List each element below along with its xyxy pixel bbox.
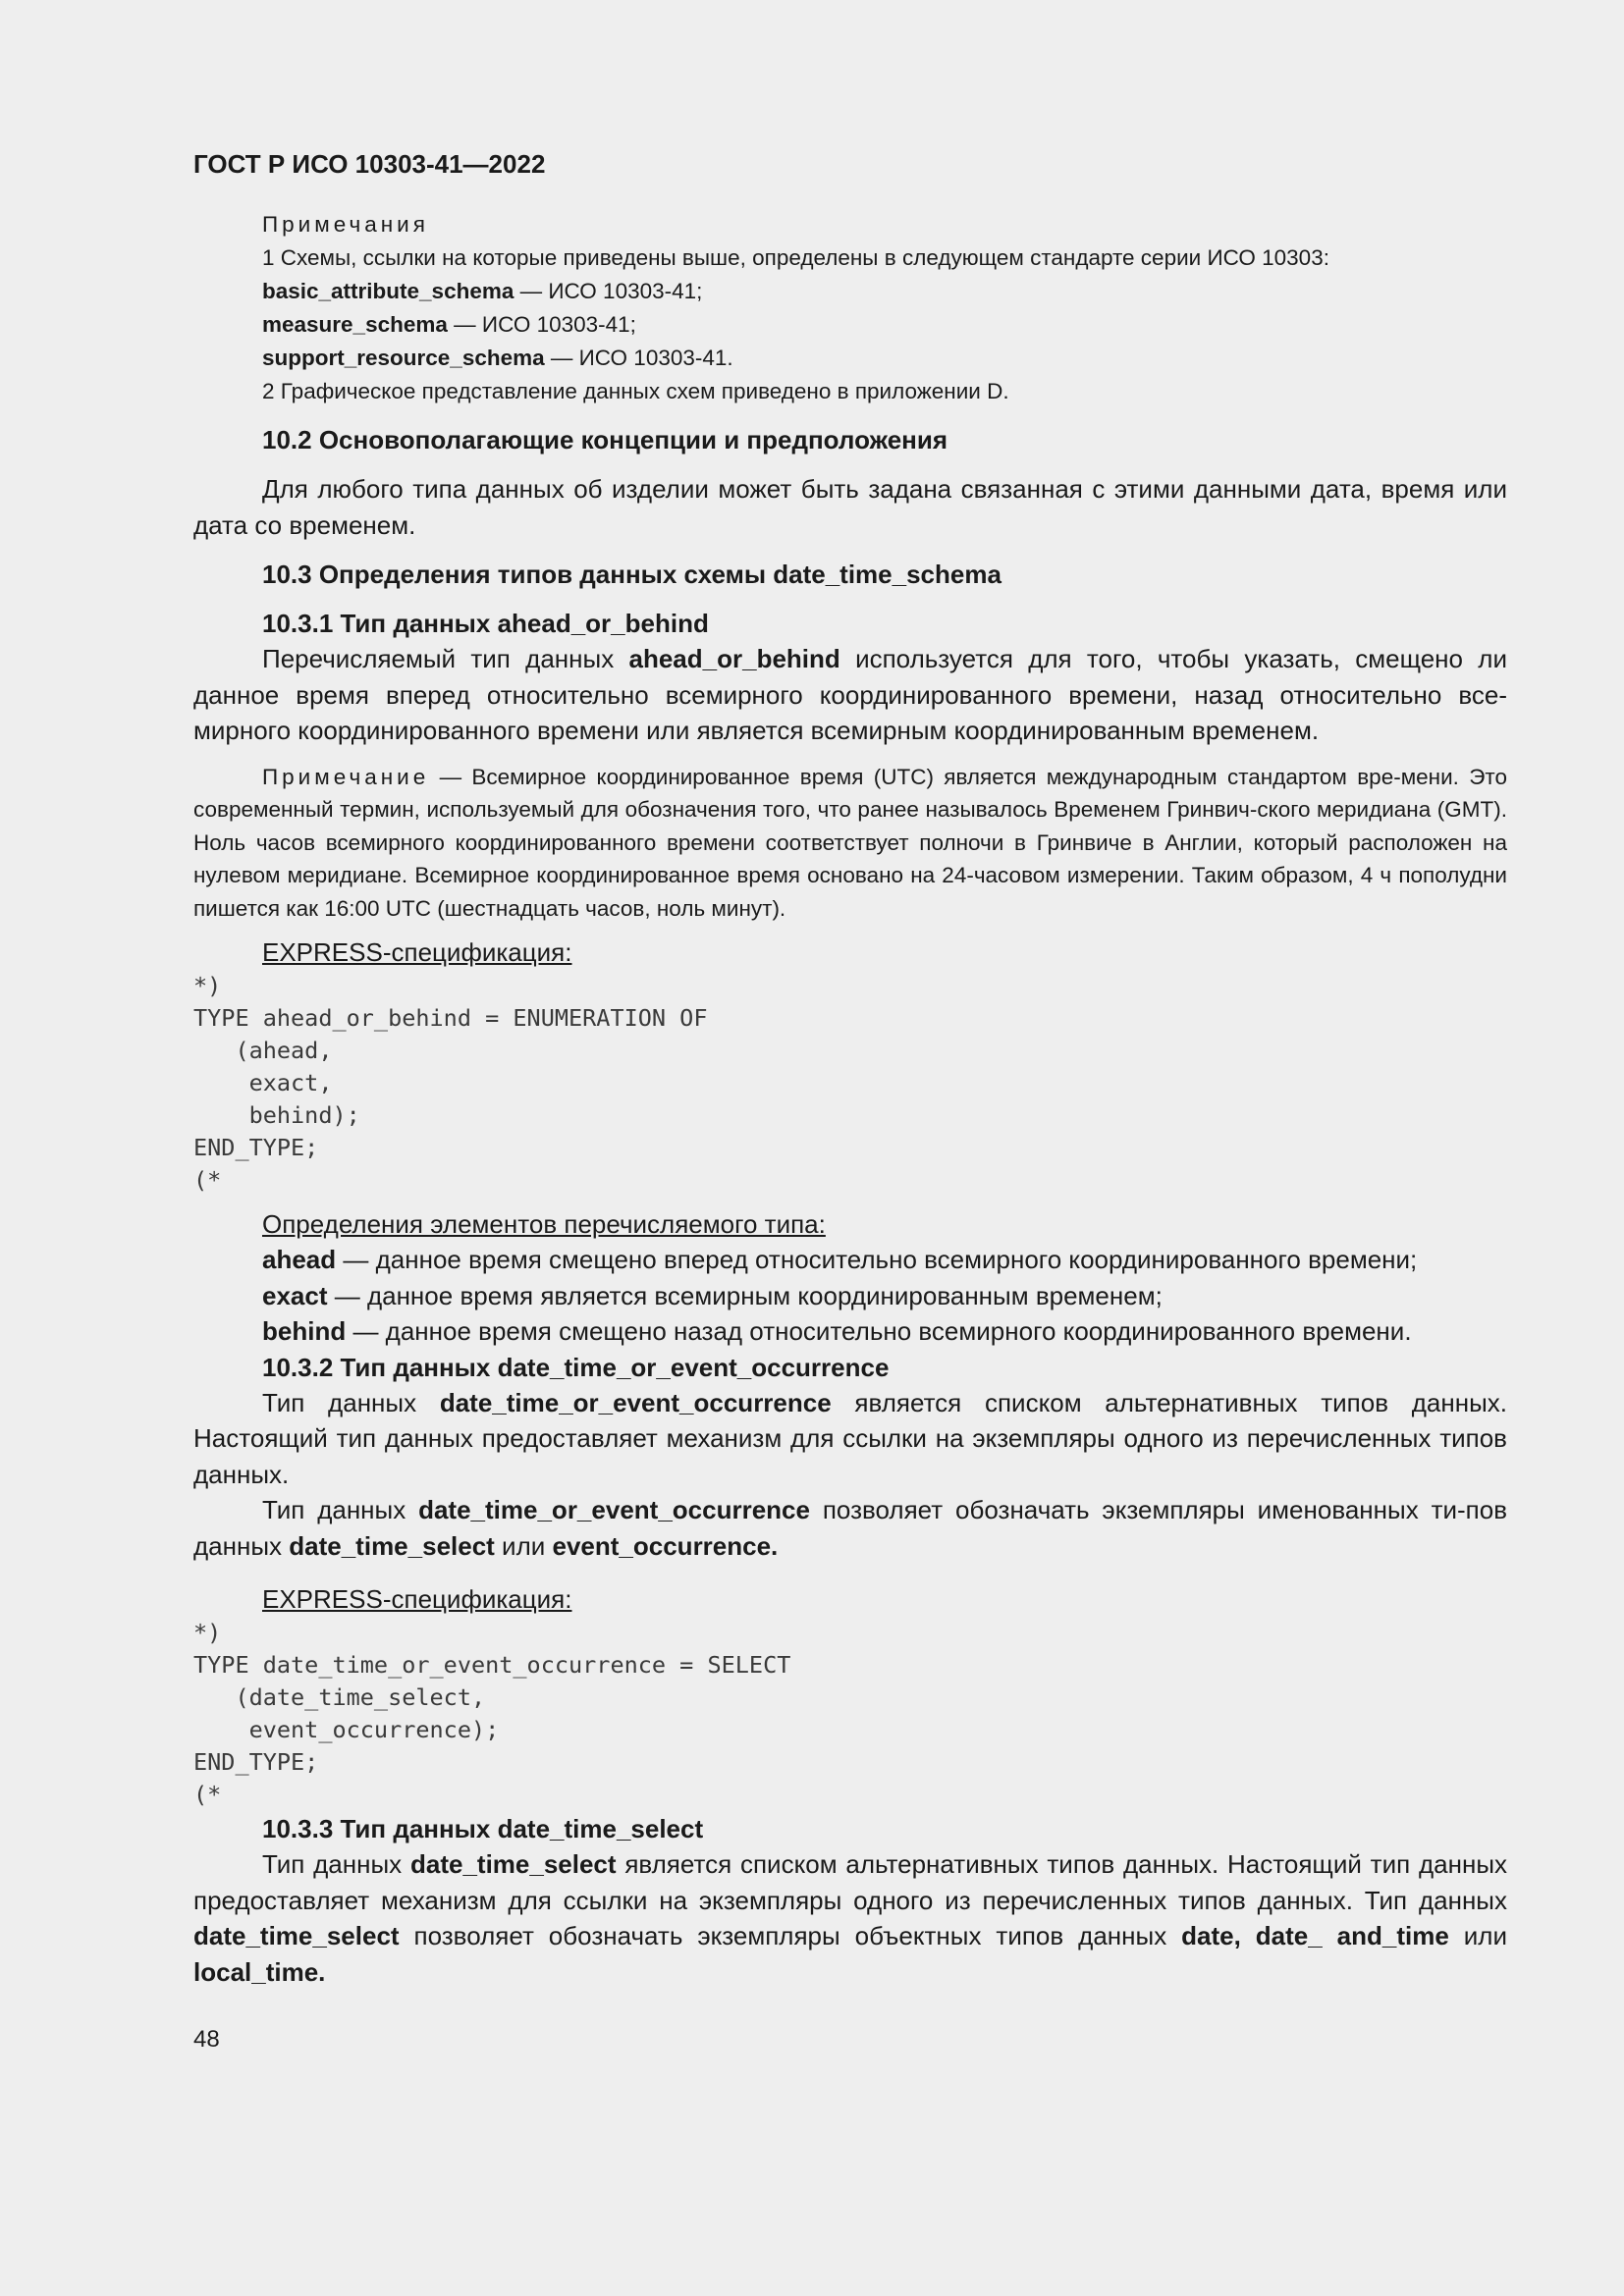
notes-title: Примечания — [262, 212, 429, 237]
document-header: ГОСТ Р ИСО 10303-41—2022 — [193, 149, 546, 179]
section-10-2-text: Для любого типа данных об изделии может быть задана связанная с этими данными дата, время или дата со временем. — [193, 474, 1507, 540]
section-10-3-3-text: Тип данных date_time_select является списком альтернативных типов данных. Настоящий тип данных предоставляет механизм для ссылки на экземпляры одного из перечисленных типов данных. Тип данных date_time_select позволяет обозначать экземпляры объектных типов данных date, date_ and_time или local_time. — [193, 1849, 1508, 1987]
section-10-3-1-title: 10.3.1 Тип данных ahead_or_behind — [262, 609, 709, 638]
notes-line-2: 2 Графическое представление данных схем приведено в приложении D. — [262, 379, 1009, 403]
def-ahead: ahead — данное время смещено вперед относительно всемирного координированного времени; — [262, 1245, 1418, 1274]
notes-line-1: 1 Схемы, ссылки на которые приведены выше, определены в следующем стандарте серии ИСО 10303: — [262, 245, 1329, 270]
express-code-date-time-or-event: *) TYPE date_time_or_event_occurrence = SELECT (date_time_select, event_occurrence); END_TYPE; (* — [193, 1619, 791, 1808]
section-10-3-2-text-1: Тип данных date_time_or_event_occurrence является списком альтернативных типов данных. Настоящий тип данных предоставляет механизм для ссылки на экземпляры одного из перечисленных типов данных. — [193, 1387, 1508, 1489]
document-page — [193, 147, 1507, 2055]
section-10-3-1-text: Перечисляемый тип данных ahead_or_behind используется для того, чтобы указать, смещено ли данное время вперед относительно всемирного координированного времени, назад относительно все-мирного координированного времени или является всемирным координированным временем. — [193, 644, 1507, 745]
section-10-3-title: 10.3 Определения типов данных схемы date_time_schema — [262, 560, 1001, 589]
express-spec-label-1: EXPRESS-спецификация: — [262, 937, 572, 967]
express-code-ahead-or-behind: *) TYPE ahead_or_behind = ENUMERATION OF (ahead, exact, behind); END_TYPE; (* — [193, 972, 708, 1194]
page-number: 48 — [193, 2026, 220, 2053]
express-spec-label-2: EXPRESS-спецификация: — [262, 1584, 572, 1614]
notes-schema-2: measure_schema — ИСО 10303-41; — [262, 312, 636, 337]
utc-note: Примечание — Всемирное координированное время (UTC) является международным стандартом вре-мени. Это современный термин, используемый для обозначения того, что ранее называлось Временем Гринвич-ского меридиана (GMT). Ноль часов всемирного координированного времени соответствует полночи в Гринвиче в Англии, который расположен на нулевом меридиане. Всемирное координированное время основано на 24-часовом измерении. Таким образом, 4 ч пополудни пишется как 16:00 UTC (шестнадцать часов, ноль минут). — [193, 764, 1507, 921]
def-behind: behind — данное время смещено назад относительно всемирного координированного времени. — [262, 1316, 1412, 1346]
section-10-2-title: 10.2 Основополагающие концепции и предположения — [262, 425, 948, 454]
notes-schema-1: basic_attribute_schema — ИСО 10303-41; — [262, 279, 703, 303]
notes-block — [193, 208, 1507, 408]
notes-schema-3: support_resource_schema — ИСО 10303-41. — [262, 346, 733, 370]
def-exact: exact — данное время является всемирным координированным временем; — [262, 1280, 1163, 1310]
section-10-3-3-title: 10.3.3 Тип данных date_time_select — [262, 1814, 704, 1843]
section-10-3-2-title: 10.3.2 Тип данных date_time_or_event_occurrence — [262, 1352, 890, 1382]
enum-defs-label: Определения элементов перечисляемого типа: — [262, 1209, 826, 1239]
section-10-3-2-text-2: Тип данных date_time_or_event_occurrence позволяет обозначать экземпляры именованных ти-пов данных date_time_select или event_occurrence. — [193, 1495, 1508, 1561]
